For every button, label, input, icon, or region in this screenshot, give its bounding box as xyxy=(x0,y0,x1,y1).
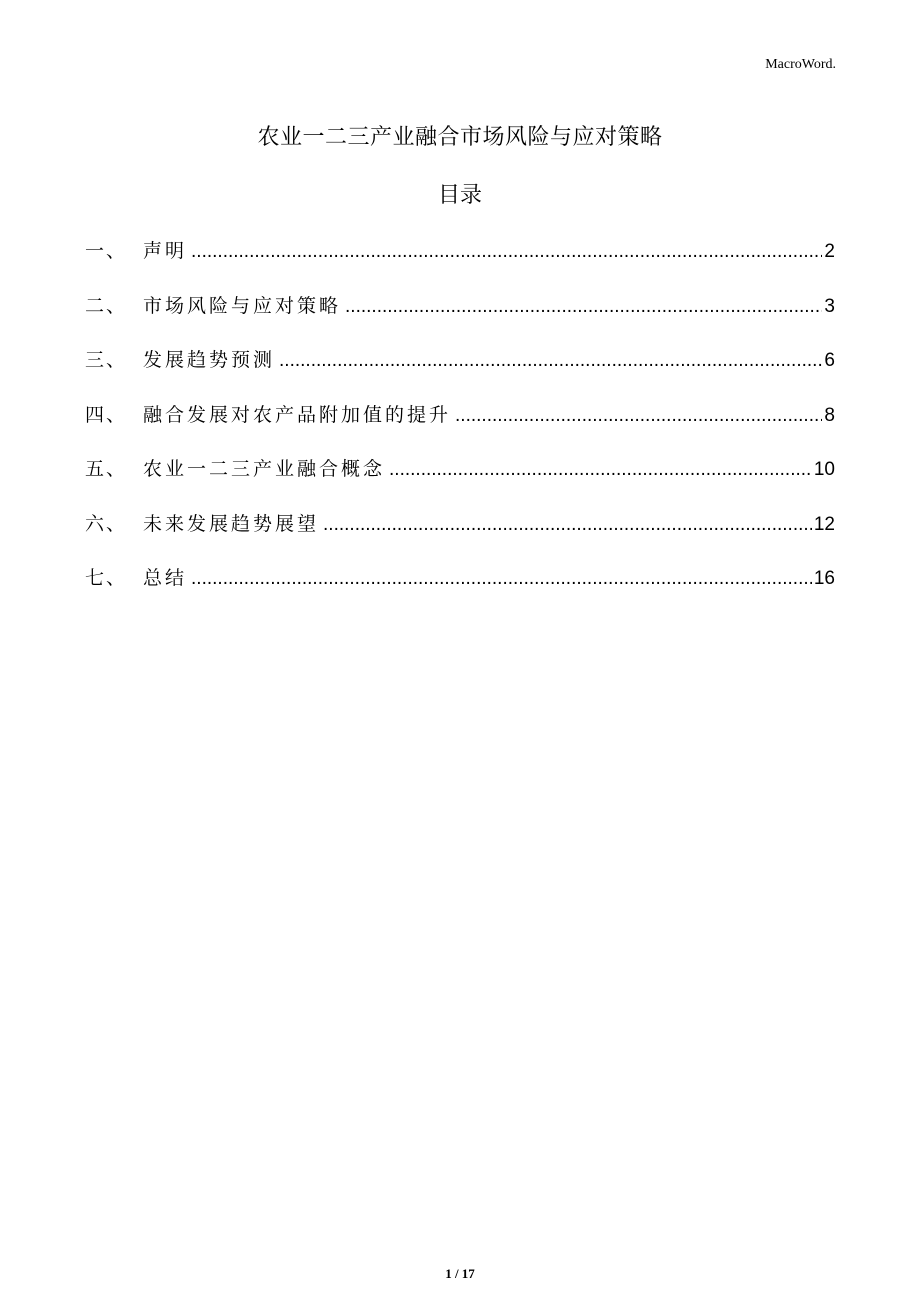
toc-entry-label: 未来发展趋势展望 xyxy=(143,512,320,535)
toc-entry-label: 总结 xyxy=(143,567,188,589)
toc-dot-leader xyxy=(389,459,812,481)
toc-entry-label: 市场风险与应对策略 xyxy=(143,294,342,317)
toc-dot-leader xyxy=(191,568,812,590)
header-mark: MacroWord. xyxy=(765,57,836,72)
toc-entry-label: 声明 xyxy=(143,240,188,262)
toc-entry-page: 12 xyxy=(813,513,835,535)
toc-dot-leader xyxy=(191,241,822,263)
document-title: 农业一二三产业融合市场风险与应对策略 xyxy=(257,125,663,150)
toc-entry-page: 6 xyxy=(824,350,835,371)
toc-entry-number: 六、 xyxy=(85,512,128,535)
toc-dot-leader xyxy=(455,405,822,427)
toc-entry-4[interactable] xyxy=(85,400,835,455)
toc-entry-page: 2 xyxy=(824,241,835,262)
toc-entry-1[interactable] xyxy=(85,236,835,291)
toc-entry-number: 二、 xyxy=(85,294,128,317)
toc-entry-2[interactable] xyxy=(85,291,835,346)
toc-dot-leader xyxy=(345,296,822,318)
toc-entry-6[interactable] xyxy=(85,509,835,564)
toc-entry-label: 发展趋势预测 xyxy=(143,349,276,371)
page-indicator: 1 / 17 xyxy=(445,1266,475,1281)
toc-entry-5[interactable] xyxy=(85,454,835,509)
toc-entry-page: 10 xyxy=(813,459,835,480)
toc-entry-number: 一、 xyxy=(85,240,128,262)
toc-entry-number: 四、 xyxy=(85,403,128,426)
toc-entry-page: 16 xyxy=(813,568,835,589)
toc-entry-number: 五、 xyxy=(85,458,128,480)
toc-entry-number: 七、 xyxy=(85,567,128,589)
table-of-contents xyxy=(85,236,835,618)
toc-heading: 目录 xyxy=(437,183,482,208)
toc-entry-label: 融合发展对农产品附加值的提升 xyxy=(143,403,452,426)
toc-entry-7[interactable] xyxy=(85,563,835,618)
toc-entry-page: 8 xyxy=(824,404,835,426)
toc-entry-page: 3 xyxy=(824,295,835,317)
toc-entry-3[interactable] xyxy=(85,345,835,400)
toc-dot-leader xyxy=(323,514,812,536)
toc-entry-label: 农业一二三产业融合概念 xyxy=(143,458,386,480)
toc-entry-number: 三、 xyxy=(85,349,128,371)
toc-dot-leader xyxy=(279,350,822,372)
